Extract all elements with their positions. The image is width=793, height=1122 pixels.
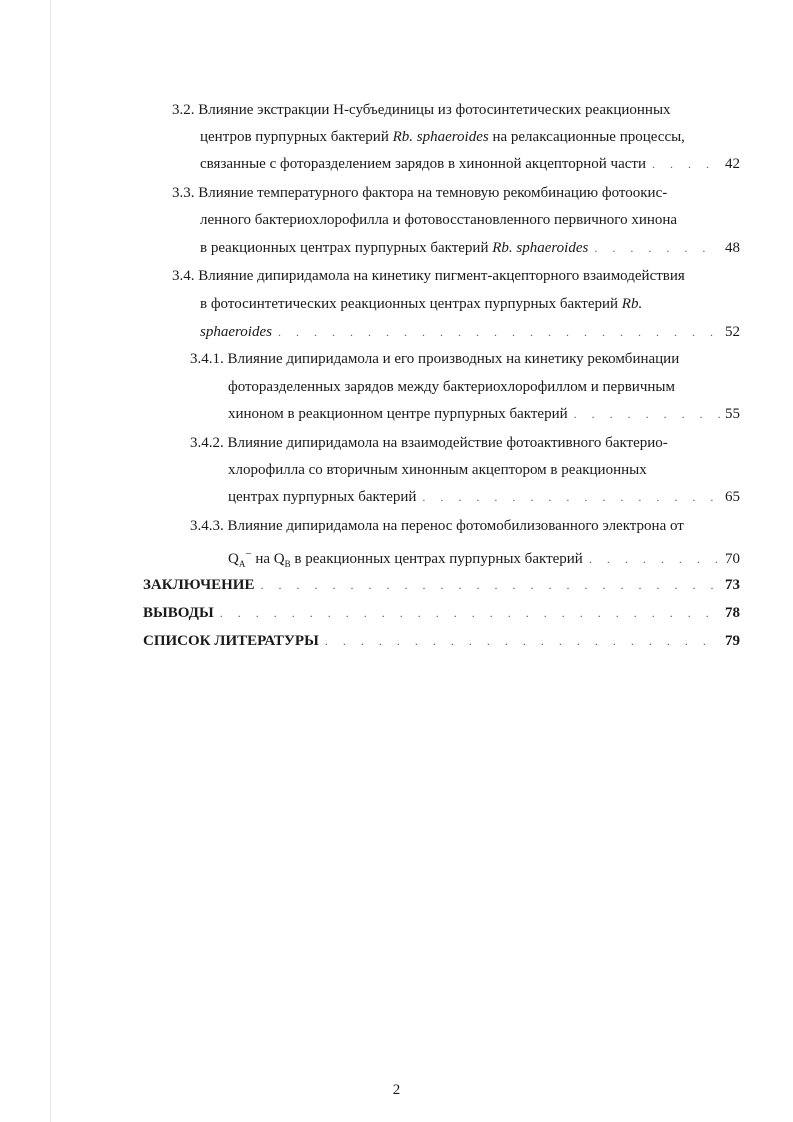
quinone-qb-subscript: B — [284, 559, 291, 569]
section-number: 3.4. — [172, 268, 195, 284]
dot-leader — [568, 405, 720, 423]
page-ref: 55 — [725, 406, 740, 422]
toc-entry-3-3-line3[interactable] — [200, 239, 740, 257]
page-ref: 78 — [725, 605, 740, 621]
species-name: Rb. sphaeroides — [492, 240, 589, 256]
dot-leader — [272, 323, 720, 341]
page-ref: 65 — [725, 489, 740, 505]
dot-leader — [416, 488, 720, 506]
toc-entry-3-4-3-line2[interactable] — [228, 545, 740, 573]
toc-entry-3-4-2-line3[interactable] — [228, 488, 740, 506]
entry-text: Влияние экстракции Н-субъединицы из фотосинтетических реакционных — [198, 102, 671, 118]
species-name: Rb. sphaeroides — [392, 129, 489, 145]
entry-text — [228, 545, 583, 573]
entry-text: Влияние температурного фактора на темновую рекомбинацию фотоокис- — [198, 185, 668, 201]
entry-title: ВЫВОДЫ — [143, 605, 214, 621]
page-ref: 48 — [725, 240, 740, 256]
toc-entry-3-4-1-line2 — [228, 378, 675, 396]
toc-entry-3-2-line2 — [200, 128, 685, 146]
section-number: 3.3. — [172, 185, 195, 201]
dot-leader — [319, 632, 720, 650]
quinone-qb: Q — [273, 551, 285, 567]
entry-text: Влияние дипиридамола на перенос фотомобилизованного электрона от — [227, 518, 684, 534]
toc-entry-findings[interactable] — [143, 604, 740, 622]
page-ref: 73 — [725, 577, 740, 593]
entry-text — [200, 239, 588, 257]
species-name: Rb. — [621, 296, 643, 312]
entry-title: СПИСОК ЛИТЕРАТУРЫ — [143, 633, 319, 649]
section-number: 3.4.1. — [190, 351, 224, 367]
entry-text: в фотосинтетических реакционных центрах пурпурных бактерий — [200, 296, 622, 312]
quinone-qa-charge: − — [245, 548, 252, 560]
section-number: 3.4.2. — [190, 435, 224, 451]
entry-text: Влияние дипиридамола на кинетику пигмент-акцепторного взаимодействия — [198, 268, 685, 284]
entry-text: Влияние дипиридамола и его производных на кинетику рекомбинации — [227, 351, 680, 367]
page-ref: 52 — [725, 324, 740, 340]
entry-text-part: в реакционных центрах пурпурных бактерий — [290, 551, 583, 567]
entry-text: Влияние дипиридамола на взаимодействие фотоактивного бактерио- — [227, 435, 668, 451]
page-ref: 79 — [725, 633, 740, 649]
entry-text: центров пурпурных бактерий — [200, 129, 393, 145]
toc-entry-3-4-line2 — [200, 295, 642, 313]
toc-entry-references[interactable] — [143, 632, 740, 650]
scan-edge — [50, 0, 51, 1122]
dot-leader — [254, 576, 720, 594]
entry-title: ЗАКЛЮЧЕНИЕ — [143, 577, 255, 593]
section-number: 3.2. — [172, 102, 195, 118]
toc-entry-3-4-3-line1 — [190, 517, 684, 535]
toc-entry-3-4-2-line1 — [190, 434, 668, 452]
toc-entry-3-4-2-line2 — [228, 461, 647, 479]
toc-entry-3-4-line1 — [172, 267, 685, 285]
quinone-qa: Q — [228, 551, 239, 567]
toc-entry-3-3-line1 — [172, 184, 667, 202]
entry-text: связанные с фоторазделением зарядов в хинонной акцепторной части — [200, 156, 646, 172]
page-ref: 70 — [725, 551, 740, 567]
toc-entry-3-2-line3[interactable] — [200, 155, 740, 173]
entry-text: хлорофилла со вторичным хинонным акцептором в реакционных — [228, 462, 647, 478]
page-number: 2 — [392, 1082, 401, 1098]
entry-text: фоторазделенных зарядов между бактериохлорофиллом и первичным — [228, 379, 675, 395]
entry-text: центрах пурпурных бактерий — [228, 489, 417, 505]
quinone-qa-subscript: A — [238, 559, 246, 569]
entry-text-part: на — [251, 551, 274, 567]
dot-leader — [214, 604, 720, 622]
toc-entry-3-4-1-line1 — [190, 350, 679, 368]
dot-leader — [588, 239, 720, 257]
entry-text: ленного бактериохлорофилла и фотовосстановленного первичного хинона — [200, 212, 678, 228]
dot-leader — [646, 155, 720, 173]
section-number: 3.4.3. — [190, 518, 224, 534]
toc-entry-3-3-line2 — [200, 211, 677, 229]
toc-entry-3-4-line3[interactable] — [200, 323, 740, 341]
entry-text-part: в реакционных центрах пурпурных бактерий — [200, 240, 493, 256]
species-name: sphaeroides — [200, 324, 272, 340]
dot-leader — [583, 550, 720, 568]
entry-text: хиноном в реакционном центре пурпурных бактерий — [228, 406, 568, 422]
toc-entry-conclusion[interactable] — [143, 576, 740, 594]
entry-text: на релаксационные процессы, — [488, 129, 685, 145]
toc-entry-3-2-line1 — [172, 101, 671, 119]
page-ref: 42 — [725, 156, 740, 172]
toc-entry-3-4-1-line3[interactable] — [228, 405, 740, 423]
